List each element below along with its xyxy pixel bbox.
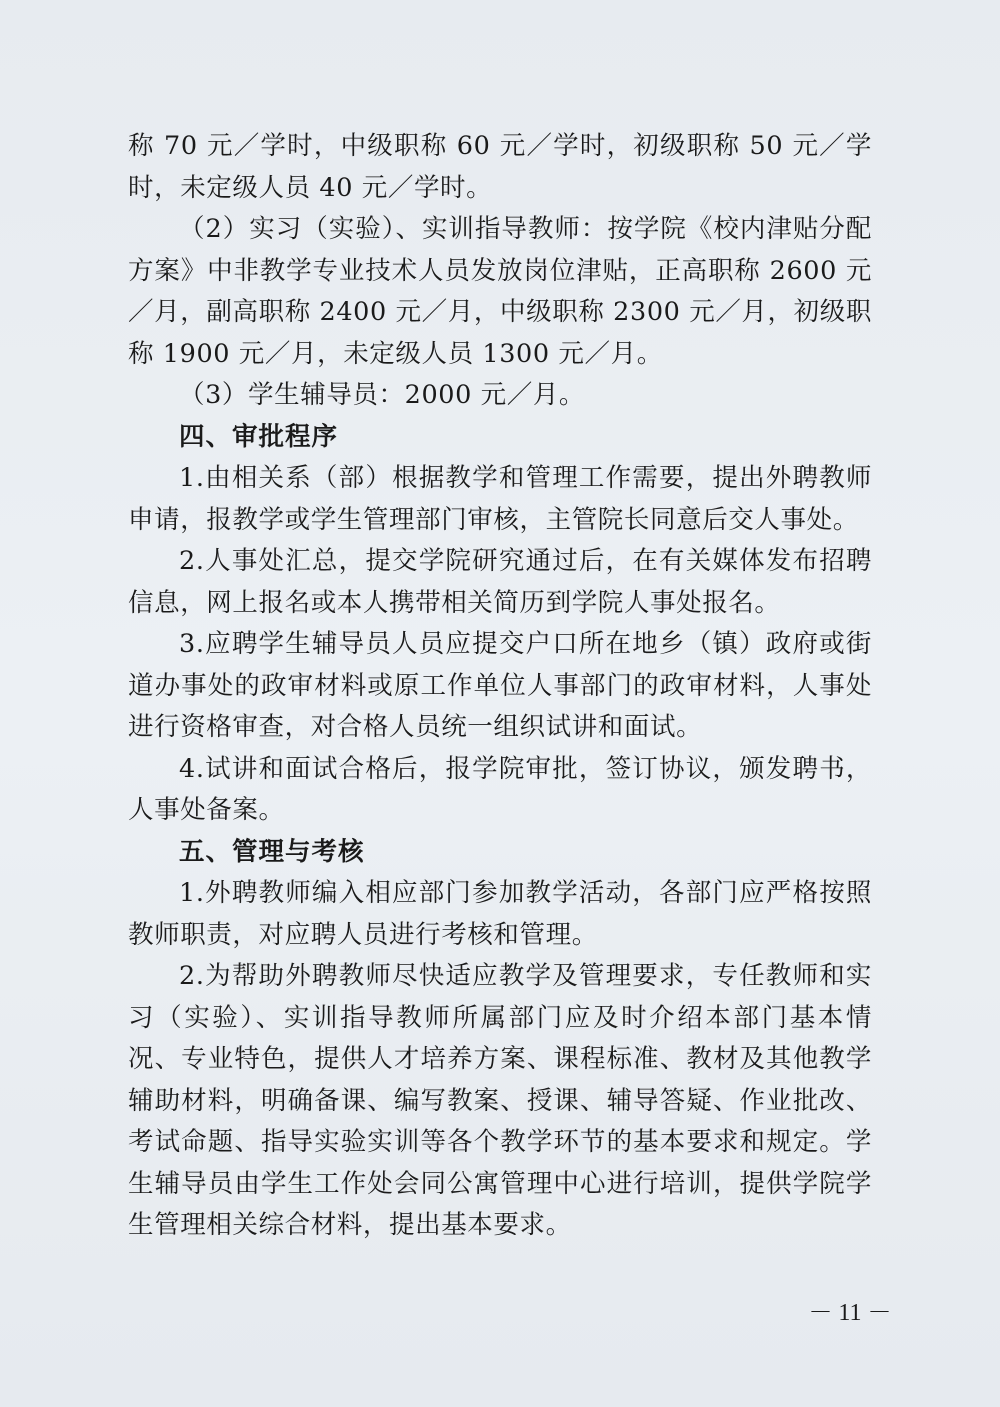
paragraph-management-item-1: 1.外聘教师编入相应部门参加教学活动，各部门应严格按照教师职责，对应聘人员进行考核和管理。 (128, 878, 872, 950)
paragraph-approval-step-3: 3.应聘学生辅导员人员应提交户口所在地乡（镇）政府或街道办事处的政审材料或原工作单位人事部门的政审材料，人事处进行资格审查，对合格人员统一组织试讲和面试。 (128, 629, 872, 742)
document-body (128, 126, 872, 1247)
paragraph-counselor-allowance: （3）学生辅导员：2000 元／月。 (179, 380, 586, 410)
paragraph-management-item-2: 2.为帮助外聘教师尽快适应教学及管理要求，专任教师和实习（实验）、实训指导教师所属部门应及时介绍本部门基本情况、专业特色，提供人才培养方案、课程标准、教材及其他教学辅助材料，明确备课、编写教案、授课、辅导答疑、作业批改、考试命题、指导实验实训等各个教学环节的基本要求和规定。学生辅导员由学生工作处会同公寓管理中心进行培训，提供学院学生管理相关综合材料，提出基本要求。 (128, 961, 872, 1240)
paragraph-approval-step-1: 1.由相关系（部）根据教学和管理工作需要，提出外聘教师申请，报教学或学生管理部门审核，主管院长同意后交人事处。 (128, 463, 872, 535)
paragraph-approval-step-4: 4.试讲和面试合格后，报学院审批，签订协议，颁发聘书，人事处备案。 (128, 753, 872, 825)
section-heading-approval-procedure: 四、审批程序 (179, 421, 339, 452)
page-number: － 11 － (808, 1300, 892, 1326)
paragraph-lab-instructor-allowance: （2）实习（实验）、实训指导教师：按学院《校内津贴分配方案》中非教学专业技术人员发放岗位津贴，正高职称 2600 元／月，副高职称 2400 元／月，中级职称 2300 元／月，初级职称 1900 元／月，未定级人员 1300 元／月。 (128, 214, 872, 369)
paragraph-allowance-rates-continued: 称 70 元／学时，中级职称 60 元／学时，初级职称 50 元／学时，未定级人员 40 元／学时。 (128, 131, 872, 203)
section-heading-management-assessment: 五、管理与考核 (179, 836, 365, 867)
paragraph-approval-step-2: 2.人事处汇总，提交学院研究通过后，在有关媒体发布招聘信息，网上报名或本人携带相关简历到学院人事处报名。 (128, 546, 872, 618)
